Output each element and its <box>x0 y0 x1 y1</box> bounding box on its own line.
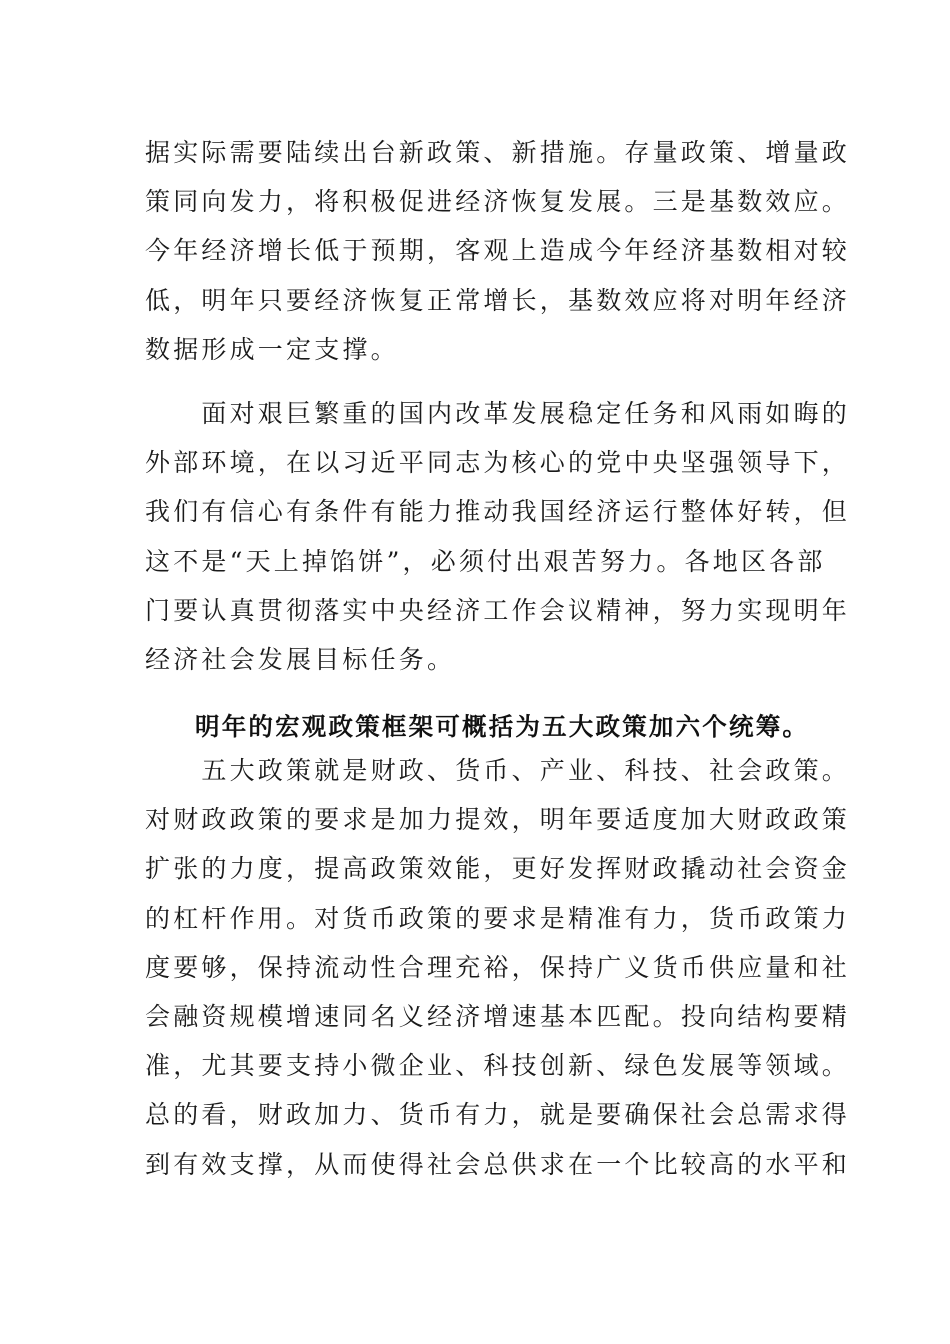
paragraph-line: 外部环境，在以习近平同志为核心的党中央坚强领导下， <box>145 448 851 478</box>
paragraph-line: 扩张的力度，提高政策效能，更好发挥财政撬动社会资金 <box>145 854 851 884</box>
paragraph-line: 这不是“天上掉馅饼”，必须付出艰苦努力。各地区各部 <box>145 546 826 576</box>
paragraph-line: 度要够，保持流动性合理充裕，保持广义货币供应量和社 <box>145 952 851 982</box>
paragraph-line: 据实际需要陆续出台新政策、新措施。存量政策、增量政 <box>145 138 851 167</box>
paragraph-line: 策同向发力，将积极促进经济恢复发展。三是基数效应。 <box>145 187 851 217</box>
paragraph-line: 准，尤其要支持小微企业、科技创新、绿色发展等领域。 <box>145 1051 851 1081</box>
paragraph-1 <box>145 128 851 374</box>
paragraph-line: 到有效支撑，从而使得社会总供求在一个比较高的水平和 <box>145 1149 851 1179</box>
paragraph-line: 的杠杆作用。对货币政策的要求是精准有力，货币政策力 <box>145 903 851 933</box>
paragraph-line: 会融资规模增速同名义经济增速基本匹配。投向结构要精 <box>145 1001 851 1031</box>
section-heading: 明年的宏观政策框架可概括为五大政策加六个统筹。 <box>195 712 810 741</box>
paragraph-line: 五大政策就是财政、货币、产业、科技、社会政策。 <box>145 756 851 785</box>
paragraph-line: 经济社会发展目标任务。 <box>145 644 456 674</box>
paragraph-line: 对财政政策的要求是加力提效，明年要适度加大财政政策 <box>145 805 851 835</box>
paragraph-2 <box>145 389 851 684</box>
paragraph-line: 低，明年只要经济恢复正常增长，基数效应将对明年经济 <box>145 285 851 315</box>
paragraph-line: 门要认真贯彻落实中央经济工作会议精神，努力实现明年 <box>145 595 851 625</box>
paragraph-line: 总的看，财政加力、货币有力，就是要确保社会总需求得 <box>145 1100 851 1130</box>
paragraph-line: 数据形成一定支撑。 <box>145 334 399 364</box>
paragraph-line: 面对艰巨繁重的国内改革发展稳定任务和风雨如晦的 <box>145 399 851 428</box>
paragraph-line: 我们有信心有条件有能力推动我国经济运行整体好转，但 <box>145 497 851 527</box>
paragraph-3 <box>145 746 851 1189</box>
paragraph-line: 今年经济增长低于预期，客观上造成今年经济基数相对较 <box>145 236 851 266</box>
